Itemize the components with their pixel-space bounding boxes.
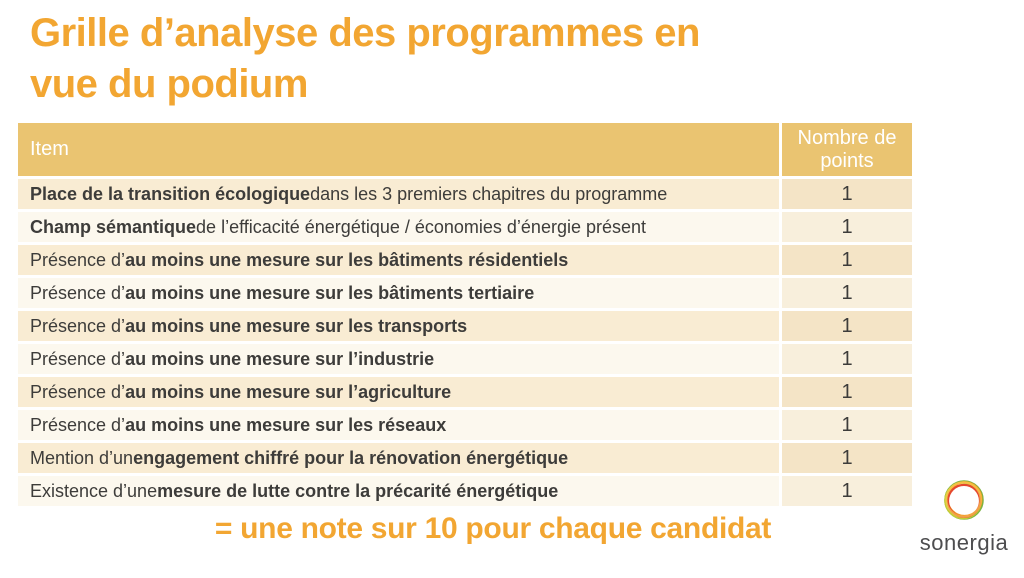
table-row <box>18 212 912 242</box>
table-row <box>18 278 912 308</box>
table-row <box>18 476 912 506</box>
page-title-line2: vue du podium <box>30 62 308 106</box>
column-header-item: Item <box>18 123 779 176</box>
item-text-prefix: Présence d’ <box>30 348 126 369</box>
item-cell <box>18 311 779 341</box>
item-text-prefix: Présence d’ <box>30 381 126 402</box>
item-text-prefix: Mention d’un <box>30 447 134 468</box>
item-text-prefix: Existence d’une <box>30 480 158 501</box>
table-row <box>18 245 912 275</box>
table-body <box>18 179 912 506</box>
item-cell <box>18 377 779 407</box>
item-text-bold: Champ sémantique <box>30 216 197 237</box>
item-cell <box>18 410 779 440</box>
sonergia-wordmark: sonergia <box>919 530 1009 555</box>
item-text-bold: au moins une mesure sur les réseaux <box>125 414 447 435</box>
footer-note: = une note sur 10 pour chaque candidat <box>214 512 772 545</box>
sonergia-ring-icon <box>938 474 990 526</box>
table-row <box>18 377 912 407</box>
table-row <box>18 311 912 341</box>
item-text-prefix: Présence d’ <box>30 315 126 336</box>
page-title <box>30 8 930 110</box>
item-text-bold: au moins une mesure sur les bâtiments tertiaire <box>125 282 535 303</box>
points-cell: 1 <box>782 377 912 407</box>
item-cell <box>18 179 779 209</box>
table-row <box>18 410 912 440</box>
table-row <box>18 344 912 374</box>
points-cell: 1 <box>782 344 912 374</box>
points-cell: 1 <box>782 179 912 209</box>
page-title-line1: Grille d’analyse des programmes en <box>30 11 700 55</box>
points-cell: 1 <box>782 311 912 341</box>
column-header-points: Nombre de points <box>782 123 912 176</box>
item-text-bold: Place de la transition écologique <box>30 183 311 204</box>
points-cell: 1 <box>782 410 912 440</box>
item-cell <box>18 212 779 242</box>
item-text-prefix: Présence d’ <box>30 282 126 303</box>
item-text-bold: au moins une mesure sur les transports <box>125 315 468 336</box>
item-text-bold: au moins une mesure sur l’agriculture <box>125 381 452 402</box>
item-cell <box>18 278 779 308</box>
item-text-bold: mesure de lutte contre la précarité énergétique <box>157 480 559 501</box>
points-cell: 1 <box>782 245 912 275</box>
item-text-suffix: de l’efficacité énergétique / économies d’énergie présent <box>196 216 647 237</box>
points-cell: 1 <box>782 278 912 308</box>
points-cell: 1 <box>782 212 912 242</box>
item-cell <box>18 443 779 473</box>
item-cell <box>18 344 779 374</box>
table-header-row <box>18 123 912 176</box>
analysis-grid-table <box>18 123 912 509</box>
points-cell: 1 <box>782 476 912 506</box>
item-text-prefix: Présence d’ <box>30 249 126 270</box>
item-text-bold: au moins une mesure sur les bâtiments résidentiels <box>125 249 569 270</box>
sonergia-logo <box>914 474 1014 556</box>
item-cell <box>18 476 779 506</box>
item-text-bold: engagement chiffré pour la rénovation énergétique <box>133 447 569 468</box>
item-text-bold: au moins une mesure sur l’industrie <box>125 348 435 369</box>
item-text-suffix: dans les 3 premiers chapitres du programme <box>310 183 668 204</box>
item-text-prefix: Présence d’ <box>30 414 126 435</box>
item-cell <box>18 245 779 275</box>
table-row <box>18 179 912 209</box>
table-row <box>18 443 912 473</box>
points-cell: 1 <box>782 443 912 473</box>
